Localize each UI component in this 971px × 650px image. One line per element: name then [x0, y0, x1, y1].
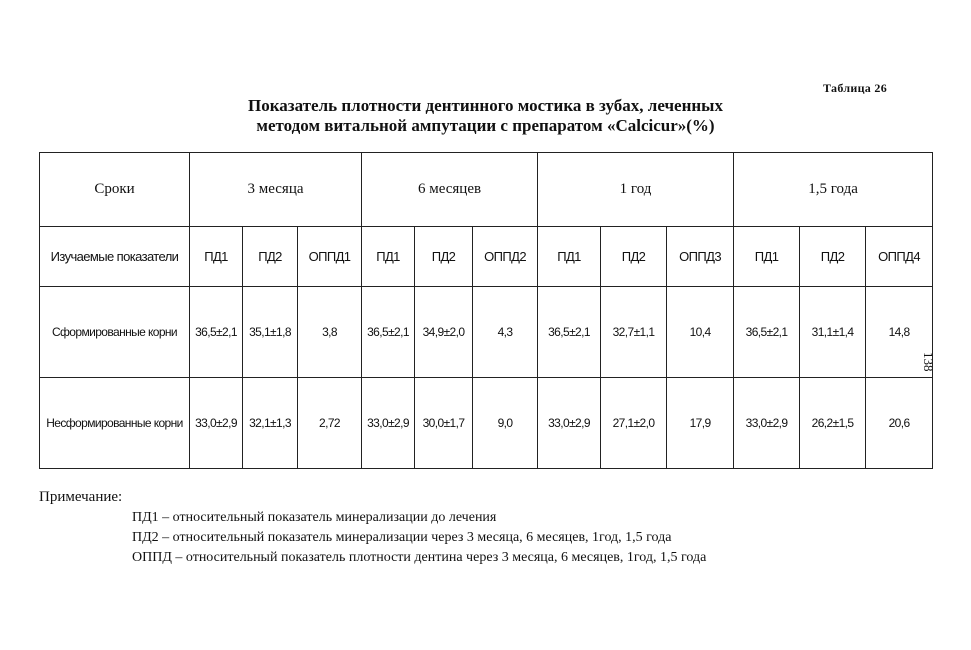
table-cell: 35,1±1,8 [243, 287, 298, 378]
note-line: ПД1 – относительный показатель минерализации до лечения [132, 510, 497, 525]
period-header: 3 месяца [190, 153, 362, 227]
table-cell: 3,8 [298, 287, 362, 378]
header-row-periods [40, 153, 933, 227]
table-cell: 2,72 [298, 378, 362, 469]
table-cell: 17,9 [667, 378, 734, 469]
table-title [0, 96, 971, 136]
density-table [39, 152, 933, 469]
note-line: ПД2 – относительный показатель минерализации через 3 месяца, 6 месяцев, 1год, 1,5 года [132, 530, 672, 545]
table-cell: 32,7±1,1 [601, 287, 667, 378]
table-cell: 34,9±2,0 [415, 287, 473, 378]
page-number: 138 [921, 352, 936, 372]
table-cell: 10,4 [667, 287, 734, 378]
row-label: Сформированные корни [40, 287, 190, 378]
indicator-header: ОППД1 [298, 227, 362, 287]
table-cell: 30,0±1,7 [415, 378, 473, 469]
note-line: ОППД – относительный показатель плотности дентина через 3 месяца, 6 месяцев, 1год, 1,5 года [132, 550, 707, 565]
indicator-header: ОППД4 [866, 227, 933, 287]
table-title-line-2: методом витальной ампутации с препаратом «Calcicur»(%) [256, 116, 715, 135]
table-cell: 36,5±2,1 [734, 287, 800, 378]
indicator-header: ПД1 [362, 227, 415, 287]
indicator-header: ПД1 [734, 227, 800, 287]
period-header: 1 год [538, 153, 734, 227]
table-cell: 20,6 [866, 378, 933, 469]
table-cell: 9,0 [473, 378, 538, 469]
indicator-header: ПД1 [538, 227, 601, 287]
indicator-header: ОППД3 [667, 227, 734, 287]
period-header: 1,5 года [734, 153, 933, 227]
table-label: Таблица 26 [823, 81, 887, 95]
table-cell: 36,5±2,1 [190, 287, 243, 378]
header-row-indicators [40, 227, 933, 287]
indicator-header: ОППД2 [473, 227, 538, 287]
table-cell: 33,0±2,9 [362, 378, 415, 469]
table-title-line-1: Показатель плотности дентинного мостика в зубах, леченных [248, 96, 723, 115]
table-cell: 36,5±2,1 [362, 287, 415, 378]
indicator-header: ПД2 [415, 227, 473, 287]
table-cell: 26,2±1,5 [800, 378, 866, 469]
table-cell: 33,0±2,9 [538, 378, 601, 469]
table-cell: 33,0±2,9 [734, 378, 800, 469]
period-header: 6 месяцев [362, 153, 538, 227]
row-label: Несформированные корни [40, 378, 190, 469]
table-cell: 4,3 [473, 287, 538, 378]
table-cell: 36,5±2,1 [538, 287, 601, 378]
table-cell: 31,1±1,4 [800, 287, 866, 378]
indicator-header: ПД2 [601, 227, 667, 287]
table-row [40, 378, 933, 469]
table-cell: 32,1±1,3 [243, 378, 298, 469]
table-cell: 14,8 [866, 287, 933, 378]
corner-header: Сроки [40, 153, 190, 227]
table-row [40, 287, 933, 378]
note-title: Примечание: [39, 489, 123, 505]
table-cell: 33,0±2,9 [190, 378, 243, 469]
indicator-header: ПД1 [190, 227, 243, 287]
indicators-label: Изучаемые показатели [40, 227, 190, 287]
indicator-header: ПД2 [243, 227, 298, 287]
table-cell: 27,1±2,0 [601, 378, 667, 469]
indicator-header: ПД2 [800, 227, 866, 287]
